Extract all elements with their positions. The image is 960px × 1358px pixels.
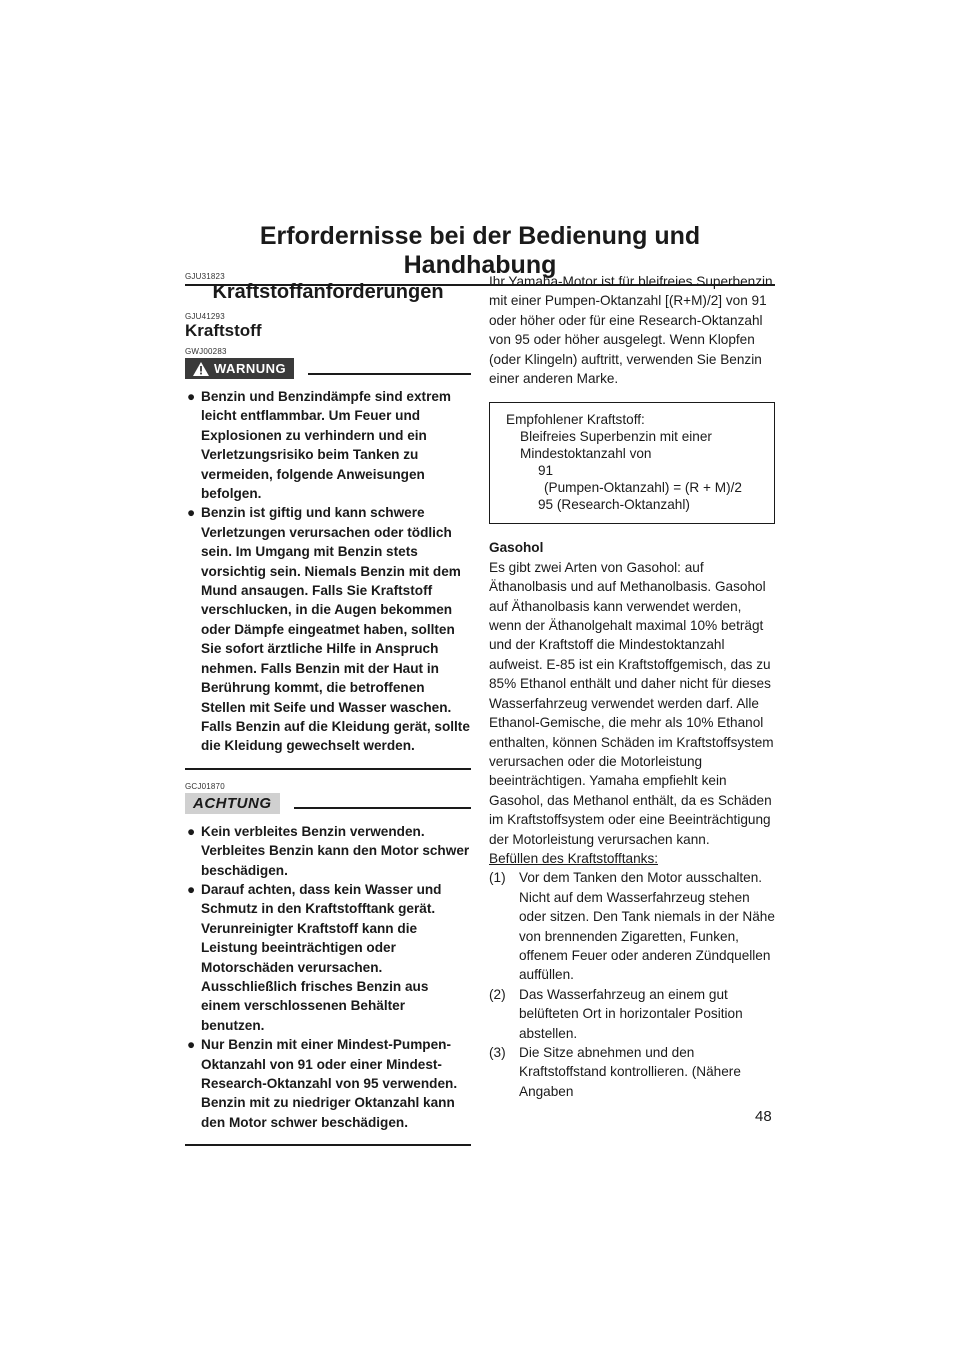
- section-title: Kraftstoffanforderungen: [212, 281, 444, 303]
- fill-steps-list: [489, 868, 775, 1101]
- subsection-title: Kraftstoff: [185, 321, 262, 340]
- caution-badge: ACHTUNG: [185, 793, 280, 814]
- box-line: (Pumpen-Oktanzahl) = (R + M)/2: [544, 480, 742, 496]
- fuel-intro-paragraph: Ihr Yamaha-Motor ist für bleifreies Superbenzin mit einer Pumpen-Oktanzahl [(R+M)/2] von 91 oder höher oder für eine Research-Oktanzahl von 95 oder höher ausgelegt. Wenn Klopfen (oder Klingeln) auftritt, verwenden Sie Benzin einer anderen Marke.: [489, 274, 773, 387]
- list-item: ● Darauf achten, dass kein Wasser und Schmutz in den Kraftstofftank gerät. Verunreinigter Kraftstoff kann die Leistung beeinträchtigen oder Motorschäden verursachen. Ausschließlich frisches Benzin aus einem verschlossenen Behälter benutzen.: [187, 881, 442, 1033]
- list-item: ● Kein verbleites Benzin verwenden. Verbleites Benzin kann den Motor schwer beschädigen.: [187, 823, 470, 878]
- box-line: 91: [538, 463, 554, 479]
- warning-label: WARNUNG: [214, 361, 287, 376]
- caution-code: GCJ01870: [185, 781, 225, 791]
- bullet-dot-icon: ●: [187, 505, 196, 521]
- warning-badge: [185, 358, 294, 379]
- gasohol-paragraph: Es gibt zwei Arten von Gasohol: auf Äthanolbasis und auf Methanolbasis. Gasohol auf Äthanolbasis kann verwendet werden, wenn der Äthanolgehalt maximal 10% beträgt und der Kraftstoff die Mindestoktanzahl aufweist. E-85 ist ein Kraftstoffgemisch, das zu 85% Ethanol enthält und daher nicht für dieses Wasserfahrzeug verwendet werden darf. Alle Ethanol-Gemische, die mehr als 10% Ethanol enthalten, können Schäden im Kraftstoffsystem verursachen oder die Motorleistung beeinträchtigen. Yamaha empfiehlt kein Gasohol, das Methanol enthält, da es Schäden im Kraftstoffsystem oder eine Beeinträchtigung der Motorleistung verursachen kann.: [489, 559, 774, 847]
- right-column: [489, 272, 775, 1101]
- recommended-fuel-box: [489, 402, 775, 524]
- caution-header: [185, 793, 471, 814]
- box-line: Empfohlener Kraftstoff:: [506, 412, 645, 428]
- list-item: (1) Vor dem Tanken den Motor ausschalten. Nicht auf dem Wasserfahrzeug stehen oder sitzen. Den Tank niemals in der Nähe von brennenden Zigaretten, Funken, offenem Feuer oder anderen Zündquellen auffüllen.: [489, 870, 775, 983]
- caution-end-rule: [185, 1144, 471, 1146]
- warning-header: [185, 358, 471, 379]
- list-item: ● Benzin ist giftig und kann schwere Verletzungen verursachen oder tödlich sein. Im Umgang mit Benzin stets vorsichtig sein. Niemals Benzin mit dem Mund ansaugen. Falls Sie Kraftstoff verschlucken, in die Augen bekommen oder Dämpfe eingeatmet haben, sollten Sie sofort ärztliche Hilfe in Anspruch nehmen. Falls Benzin mit der Haut in Berührung kommt, die betroffenen Stellen mit Seife und Wasser waschen. Falls Benzin auf die Kleidung gerät, sollte die Kleidung gewechselt werden.: [187, 505, 470, 754]
- list-item: ● Benzin und Benzindämpfe sind extrem leicht entflammbar. Um Feuer und Explosionen zu verhindern und ein Verletzungsrisiko beim Tanken zu vermeiden, folgende Anweisungen befolgen.: [187, 389, 452, 502]
- bullet-dot-icon: ●: [187, 389, 196, 404]
- bullet-dot-icon: ●: [187, 881, 196, 897]
- bullet-dot-icon: ●: [187, 823, 196, 839]
- bullet-dot-icon: ●: [187, 1037, 196, 1053]
- box-line: Bleifreies Superbenzin mit einer Mindestoktanzahl von: [520, 429, 712, 462]
- warning-triangle-icon: [193, 362, 209, 376]
- section-code: GJU31823: [185, 272, 225, 281]
- list-item: (3) Die Sitze abnehmen und den Kraftstoffstand kontrollieren. (Nähere Angaben: [489, 1045, 741, 1099]
- page-number: 48: [755, 1108, 772, 1125]
- warning-rule: [308, 373, 471, 375]
- gasohol-heading: Gasohol: [489, 540, 544, 556]
- subsection-code: GJU41293: [185, 312, 225, 321]
- fill-tank-heading: Befüllen des Kraftstofftanks:: [489, 850, 659, 866]
- list-item: ● Nur Benzin mit einer Mindest-Pumpen-Oktanzahl von 91 oder einer Mindest-Research-Oktanzahl von 95 verwenden. Benzin mit zu niedriger Oktanzahl kann den Motor schwer beschädigen.: [187, 1037, 458, 1130]
- box-line: 95 (Research-Oktanzahl): [538, 497, 690, 513]
- caution-rule: [294, 807, 472, 809]
- page-header-title: Erfordernisse bei der Bedienung und Handhabung: [185, 222, 775, 286]
- caution-list: [185, 822, 471, 1133]
- warning-code: GWJ00283: [185, 347, 227, 356]
- list-item: (2) Das Wasserfahrzeug an einem gut belüfteten Ort in horizontaler Position abstellen.: [489, 986, 743, 1041]
- warning-list: [185, 387, 471, 756]
- left-column: [185, 272, 471, 1146]
